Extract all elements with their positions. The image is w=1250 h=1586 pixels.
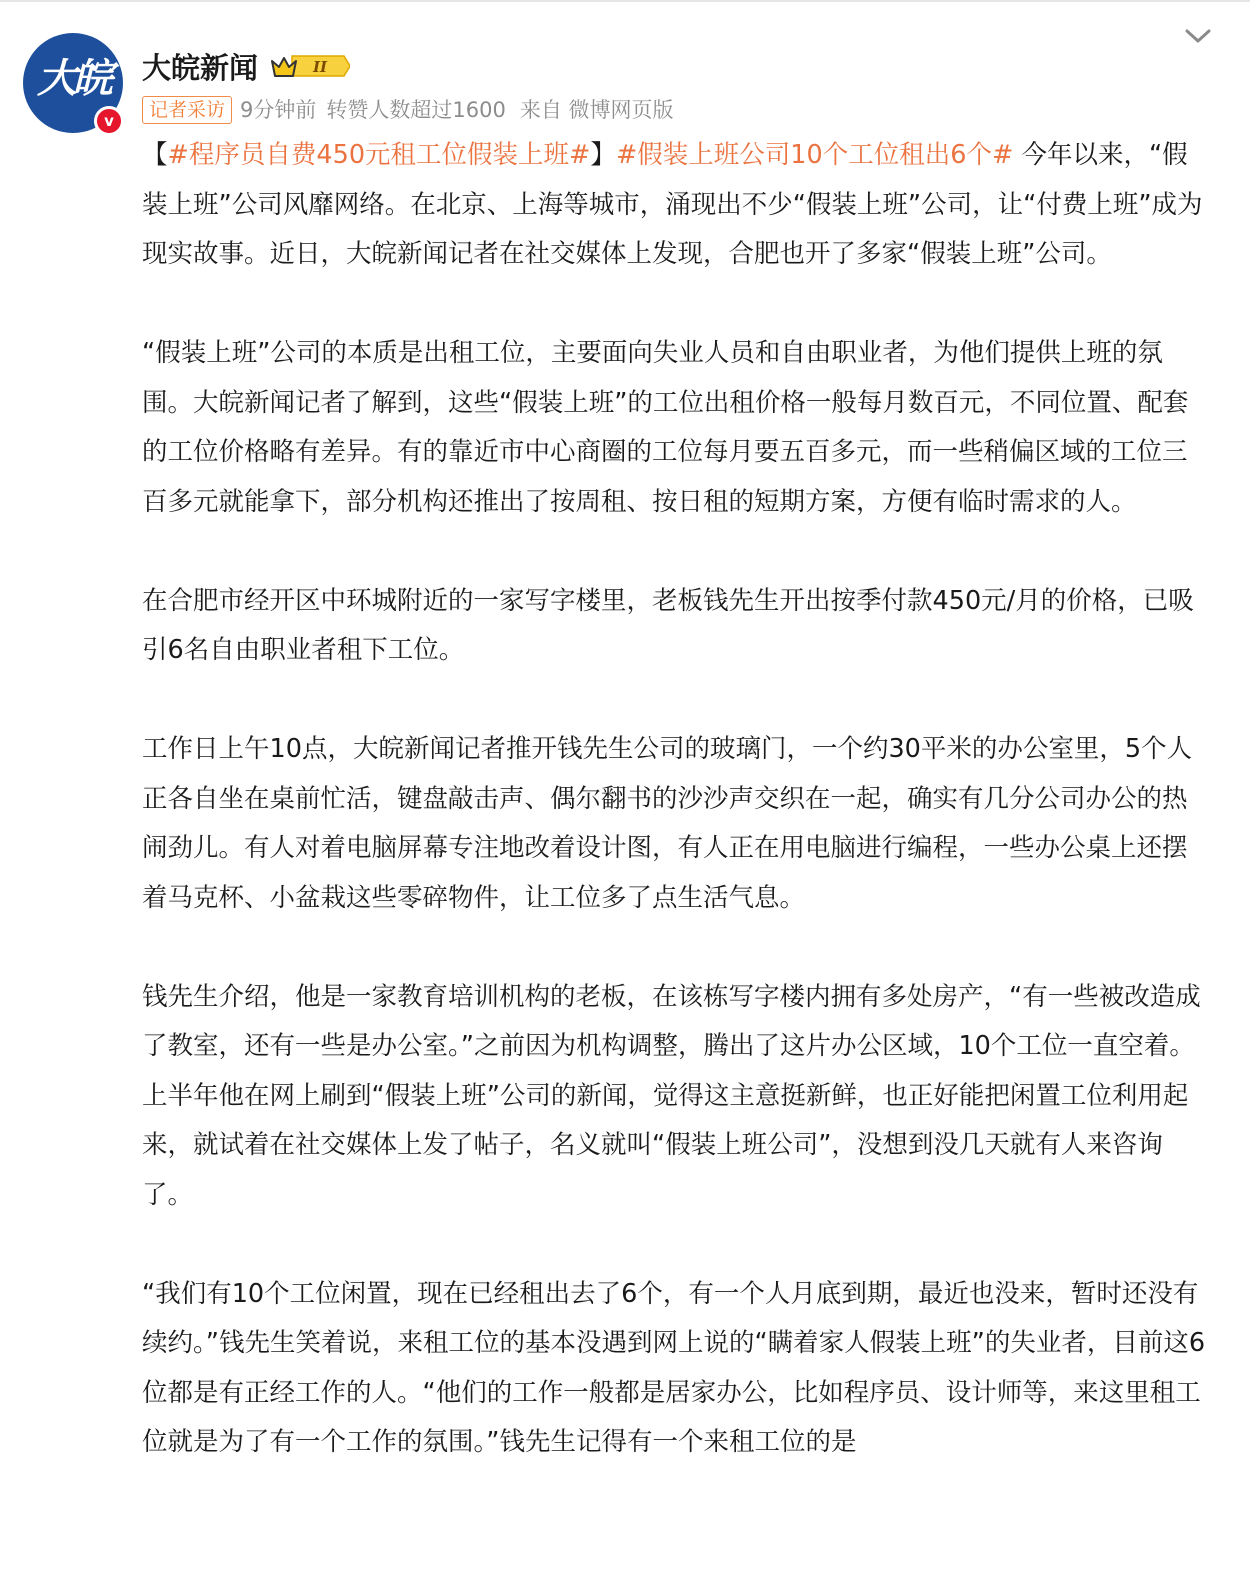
paragraph-1-text: 今年以来，“假装上班”公司风靡网络。在北京、上海等城市，涌现出不少“假装上班”公司，让“付费上班”成为现实故事。近日，大皖新闻记者在社交媒体上发现，合肥也开了多家“假装上班”公司。	[142, 140, 1203, 269]
verified-badge-icon: v	[94, 106, 124, 136]
bracket-open: 【	[142, 140, 168, 170]
interview-tag[interactable]: 记者采访	[142, 96, 232, 124]
paragraph-2: “假装上班”公司的本质是出租工位，主要面向失业人员和自由职业者，为他们提供上班的氛围。大皖新闻记者了解到，这些“假装上班”的工位出租价格一般每月数百元，不同位置、配套的工位价格略有差异。有的靠近市中心商圈的工位每月要五百多元，而一些稍偏区域的工位三百多元就能拿下，部分机构还推出了按周租、按日租的短期方案，方便有临时需求的人。	[142, 338, 1189, 517]
hashtag-link-programmer[interactable]: #程序员自费450元租工位假装上班#	[167, 140, 591, 170]
vip-crown-badge-icon[interactable]	[270, 52, 350, 80]
post-meta	[142, 94, 674, 126]
hashtag-link-fake-work-company[interactable]: #假装上班公司10个工位租出6个#	[615, 140, 1014, 170]
author-name[interactable]: 大皖新闻	[142, 51, 259, 85]
post-time[interactable]: 9分钟前	[240, 98, 317, 122]
paragraph-3: 在合肥市经开区中环城附近的一家写字楼里，老板钱先生开出按季付款450元/月的价格，已吸引6名自由职业者租下工位。	[142, 585, 1194, 665]
repost-count: 转赞人数超过1600	[326, 98, 506, 122]
post-content	[142, 131, 1212, 1517]
top-divider	[0, 0, 1250, 2]
vip-level-text: II	[312, 58, 328, 76]
bracket-close: 】	[590, 140, 616, 170]
paragraph-6: “我们有10个工位闲置，现在已经租出去了6个，有一个人月底到期，最近也没来，暂时还没有续约。”钱先生笑着说，来租工位的基本没遇到网上说的“瞒着家人假装上班”的失业者，目前这6位都是有正经工作的人。“他们的工作一般都是居家办公，比如程序员、设计师等，来这里租工位就是为了有一个工作的氛围。”钱先生记得有一个来租工位的是	[142, 1278, 1206, 1457]
paragraph-4: 工作日上午10点，大皖新闻记者推开钱先生公司的玻璃门，一个约30平米的办公室里，5个人正各自坐在桌前忙活，键盘敲击声、偶尔翻书的沙沙声交织在一起，确实有几分公司办公的热闹劲儿。有人对着电脑屏幕专注地改着设计图，有人正在用电脑进行编程，一些办公桌上还摆着马克杯、小盆栽这些零碎物件，让工位多了点生活气息。	[142, 734, 1193, 913]
post-source: 来自 微博网页版	[519, 98, 674, 122]
avatar-logo-text: 大皖	[37, 55, 109, 102]
paragraph-5: 钱先生介绍，他是一家教育培训机构的老板，在该栋写字楼内拥有多处房产，“有一些被改造成了教室，还有一些是办公室。”之前因为机构调整，腾出了这片办公区域，10个工位一直空着。上半年他在网上刷到“假装上班”公司的新闻，觉得这主意挺新鲜，也正好能把闲置工位利用起来，就试着在社交媒体上发了帖子，名义就叫“假装上班公司”，没想到没几天就有人来咨询了。	[142, 981, 1201, 1210]
paragraph-1	[142, 131, 1212, 280]
chevron-down-icon[interactable]	[1182, 24, 1214, 48]
